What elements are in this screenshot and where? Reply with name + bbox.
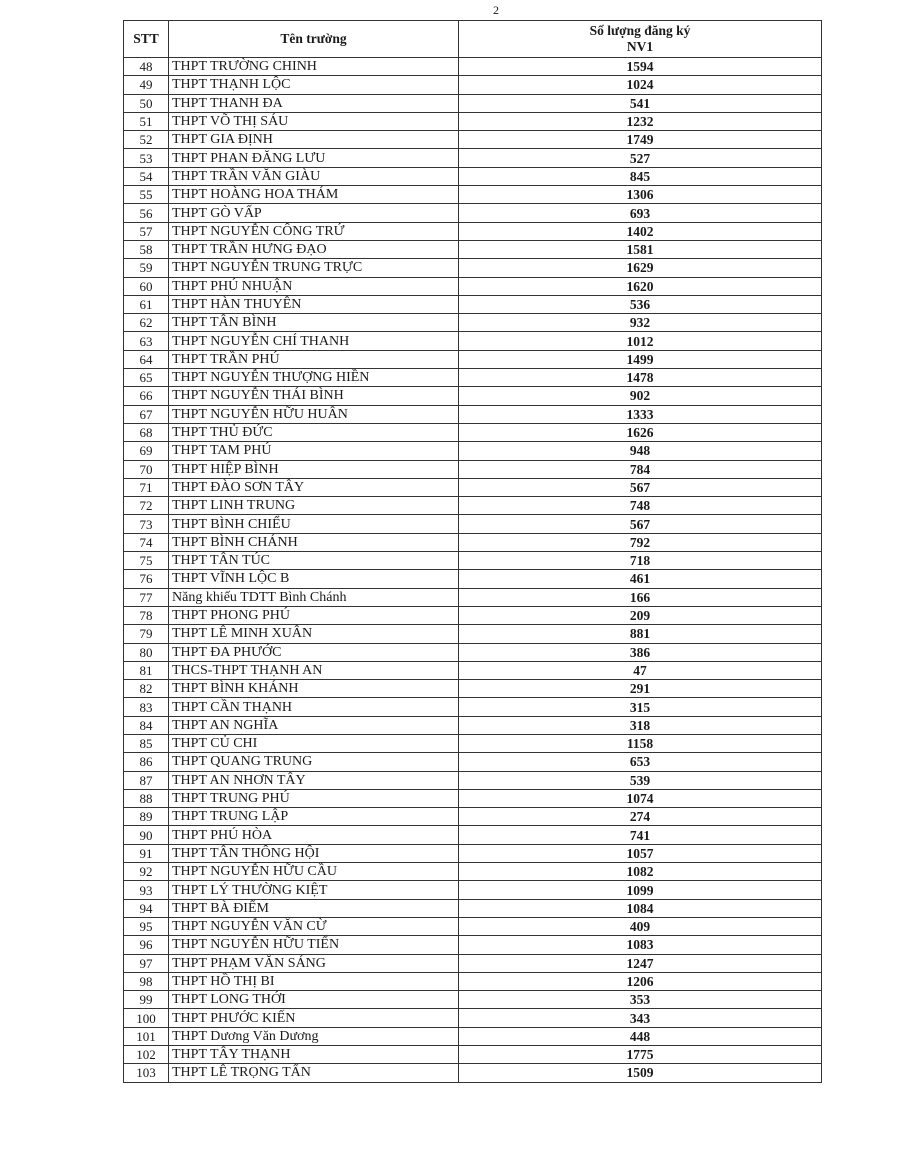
cell-registration-count: 47: [459, 661, 822, 679]
cell-stt: 74: [124, 533, 169, 551]
cell-registration-count: 409: [459, 917, 822, 935]
cell-registration-count: 932: [459, 314, 822, 332]
table-row: [124, 716, 822, 734]
cell-stt: 62: [124, 314, 169, 332]
table-row: [124, 972, 822, 990]
cell-stt: 87: [124, 771, 169, 789]
cell-stt: 99: [124, 991, 169, 1009]
cell-stt: 48: [124, 58, 169, 76]
cell-school-name: THPT BÌNH CHIỂU: [169, 515, 459, 533]
cell-school-name: THPT TRẦN HƯNG ĐẠO: [169, 240, 459, 258]
table-row: [124, 753, 822, 771]
cell-school-name: THPT ĐÀO SƠN TÂY: [169, 478, 459, 496]
table-row: [124, 991, 822, 1009]
cell-stt: 98: [124, 972, 169, 990]
table-row: [124, 863, 822, 881]
cell-registration-count: 461: [459, 570, 822, 588]
table-row: [124, 350, 822, 368]
cell-school-name: THPT HỒ THỊ BI: [169, 972, 459, 990]
cell-school-name: THPT TRẦN PHÚ: [169, 350, 459, 368]
cell-stt: 73: [124, 515, 169, 533]
cell-school-name: THPT PHÚ HÒA: [169, 826, 459, 844]
table-row: [124, 698, 822, 716]
cell-school-name: THPT LINH TRUNG: [169, 497, 459, 515]
cell-registration-count: 1099: [459, 881, 822, 899]
cell-stt: 95: [124, 917, 169, 935]
cell-school-name: THPT BÌNH KHÁNH: [169, 680, 459, 698]
table-row: [124, 497, 822, 515]
table-row: [124, 387, 822, 405]
cell-stt: 56: [124, 204, 169, 222]
table-row: [124, 186, 822, 204]
cell-stt: 85: [124, 734, 169, 752]
table-row: [124, 789, 822, 807]
cell-registration-count: 1629: [459, 259, 822, 277]
cell-school-name: THPT THANH ĐA: [169, 94, 459, 112]
cell-registration-count: 567: [459, 478, 822, 496]
cell-school-name: THPT TRẦN VĂN GIÀU: [169, 167, 459, 185]
cell-stt: 91: [124, 844, 169, 862]
cell-stt: 86: [124, 753, 169, 771]
table-row: [124, 1046, 822, 1064]
cell-registration-count: 881: [459, 625, 822, 643]
cell-school-name: THPT HOÀNG HOA THÁM: [169, 186, 459, 204]
cell-stt: 101: [124, 1027, 169, 1045]
header-school-name: Tên trường: [169, 21, 459, 58]
cell-school-name: THPT Dương Văn Dương: [169, 1027, 459, 1045]
cell-school-name: THPT GÒ VẤP: [169, 204, 459, 222]
cell-stt: 79: [124, 625, 169, 643]
cell-stt: 93: [124, 881, 169, 899]
cell-stt: 71: [124, 478, 169, 496]
cell-school-name: THPT TAM PHÚ: [169, 442, 459, 460]
cell-school-name: THPT TÂN THÔNG HỘI: [169, 844, 459, 862]
cell-stt: 90: [124, 826, 169, 844]
header-registration-count: [459, 21, 822, 58]
cell-registration-count: 1620: [459, 277, 822, 295]
table-row: [124, 954, 822, 972]
cell-stt: 68: [124, 423, 169, 441]
cell-registration-count: 448: [459, 1027, 822, 1045]
cell-registration-count: 209: [459, 606, 822, 624]
cell-school-name: THPT NGUYỄN THƯỢNG HIỀN: [169, 369, 459, 387]
cell-registration-count: 291: [459, 680, 822, 698]
table-row: [124, 625, 822, 643]
cell-school-name: THPT BÀ ĐIỂM: [169, 899, 459, 917]
cell-school-name: THPT CẦN THẠNH: [169, 698, 459, 716]
table-row: [124, 1027, 822, 1045]
table-row: [124, 442, 822, 460]
cell-stt: 84: [124, 716, 169, 734]
cell-registration-count: 748: [459, 497, 822, 515]
cell-stt: 60: [124, 277, 169, 295]
table-row: [124, 405, 822, 423]
cell-stt: 92: [124, 863, 169, 881]
cell-registration-count: 1594: [459, 58, 822, 76]
table-row: [124, 277, 822, 295]
cell-registration-count: 353: [459, 991, 822, 1009]
table-row: [124, 295, 822, 313]
table-row: [124, 1064, 822, 1082]
table-row: [124, 76, 822, 94]
cell-registration-count: 948: [459, 442, 822, 460]
header-count-line1: Số lượng đăng ký: [589, 23, 691, 38]
page-number: 2: [493, 3, 499, 17]
cell-registration-count: 1084: [459, 899, 822, 917]
cell-stt: 61: [124, 295, 169, 313]
cell-school-name: Năng khiếu TDTT Bình Chánh: [169, 588, 459, 606]
cell-stt: 58: [124, 240, 169, 258]
cell-stt: 97: [124, 954, 169, 972]
table-row: [124, 936, 822, 954]
cell-registration-count: 1247: [459, 954, 822, 972]
cell-registration-count: 567: [459, 515, 822, 533]
cell-school-name: THPT PHÚ NHUẬN: [169, 277, 459, 295]
cell-school-name: THPT AN NGHĨA: [169, 716, 459, 734]
table-row: [124, 734, 822, 752]
cell-registration-count: 653: [459, 753, 822, 771]
table-row: [124, 533, 822, 551]
table-row: [124, 204, 822, 222]
cell-stt: 59: [124, 259, 169, 277]
cell-school-name: THPT NGUYỄN HỮU TIẾN: [169, 936, 459, 954]
cell-registration-count: 845: [459, 167, 822, 185]
cell-school-name: THPT HÀN THUYÊN: [169, 295, 459, 313]
cell-registration-count: 1509: [459, 1064, 822, 1082]
cell-school-name: THPT NGUYỄN THÁI BÌNH: [169, 387, 459, 405]
table-row: [124, 131, 822, 149]
cell-school-name: THPT VÕ THỊ SÁU: [169, 112, 459, 130]
cell-registration-count: 1074: [459, 789, 822, 807]
cell-school-name: THPT TRUNG LẬP: [169, 808, 459, 826]
table-row: [124, 222, 822, 240]
cell-school-name: THPT NGUYỄN TRUNG TRỰC: [169, 259, 459, 277]
table-row: [124, 149, 822, 167]
cell-registration-count: 1775: [459, 1046, 822, 1064]
cell-registration-count: 1012: [459, 332, 822, 350]
table-row: [124, 167, 822, 185]
cell-school-name: THPT PHƯỚC KIẾN: [169, 1009, 459, 1027]
cell-stt: 96: [124, 936, 169, 954]
cell-stt: 50: [124, 94, 169, 112]
cell-school-name: THPT LÊ MINH XUÂN: [169, 625, 459, 643]
cell-stt: 70: [124, 460, 169, 478]
cell-school-name: THPT ĐA PHƯỚC: [169, 643, 459, 661]
cell-school-name: THPT CỦ CHI: [169, 734, 459, 752]
cell-registration-count: 902: [459, 387, 822, 405]
cell-registration-count: 1232: [459, 112, 822, 130]
table-row: [124, 515, 822, 533]
cell-stt: 66: [124, 387, 169, 405]
table-row: [124, 570, 822, 588]
cell-school-name: THPT PHẠM VĂN SÁNG: [169, 954, 459, 972]
cell-stt: 80: [124, 643, 169, 661]
table-row: [124, 259, 822, 277]
cell-school-name: THPT GIA ĐỊNH: [169, 131, 459, 149]
cell-registration-count: 1082: [459, 863, 822, 881]
cell-stt: 54: [124, 167, 169, 185]
cell-school-name: THPT LÝ THƯỜNG KIỆT: [169, 881, 459, 899]
cell-school-name: THPT LONG THỚI: [169, 991, 459, 1009]
table-row: [124, 314, 822, 332]
table-row: [124, 58, 822, 76]
table-row: [124, 460, 822, 478]
table-header-row: [124, 21, 822, 58]
cell-school-name: THPT AN NHƠN TÂY: [169, 771, 459, 789]
table-row: [124, 881, 822, 899]
cell-stt: 52: [124, 131, 169, 149]
cell-registration-count: 1083: [459, 936, 822, 954]
cell-stt: 69: [124, 442, 169, 460]
cell-registration-count: 274: [459, 808, 822, 826]
cell-stt: 103: [124, 1064, 169, 1082]
cell-school-name: THPT THẠNH LỘC: [169, 76, 459, 94]
table-body: [124, 58, 822, 1083]
cell-registration-count: 536: [459, 295, 822, 313]
cell-stt: 55: [124, 186, 169, 204]
cell-registration-count: 539: [459, 771, 822, 789]
table-row: [124, 680, 822, 698]
table-row: [124, 661, 822, 679]
cell-school-name: THPT PHAN ĐĂNG LƯU: [169, 149, 459, 167]
cell-registration-count: 741: [459, 826, 822, 844]
cell-registration-count: 1206: [459, 972, 822, 990]
cell-school-name: THPT HIỆP BÌNH: [169, 460, 459, 478]
cell-registration-count: 318: [459, 716, 822, 734]
cell-stt: 81: [124, 661, 169, 679]
cell-school-name: THPT BÌNH CHÁNH: [169, 533, 459, 551]
table-row: [124, 844, 822, 862]
cell-registration-count: 1499: [459, 350, 822, 368]
table-row: [124, 899, 822, 917]
cell-school-name: THPT THỦ ĐỨC: [169, 423, 459, 441]
cell-stt: 57: [124, 222, 169, 240]
cell-registration-count: 1306: [459, 186, 822, 204]
cell-school-name: THPT TÂN TÚC: [169, 552, 459, 570]
header-count-line2: NV1: [626, 39, 654, 54]
cell-stt: 49: [124, 76, 169, 94]
table-row: [124, 643, 822, 661]
cell-school-name: THPT TRƯỜNG CHINH: [169, 58, 459, 76]
registration-table: [123, 20, 822, 1083]
cell-school-name: THPT LÊ TRỌNG TẤN: [169, 1064, 459, 1082]
table-row: [124, 423, 822, 441]
cell-school-name: THPT VĨNH LỘC B: [169, 570, 459, 588]
cell-school-name: THPT NGUYỄN VĂN CỪ: [169, 917, 459, 935]
cell-stt: 78: [124, 606, 169, 624]
cell-stt: 102: [124, 1046, 169, 1064]
cell-stt: 100: [124, 1009, 169, 1027]
cell-registration-count: 1024: [459, 76, 822, 94]
table-row: [124, 826, 822, 844]
cell-stt: 65: [124, 369, 169, 387]
table-row: [124, 478, 822, 496]
cell-stt: 89: [124, 808, 169, 826]
cell-registration-count: 386: [459, 643, 822, 661]
cell-stt: 94: [124, 899, 169, 917]
table-row: [124, 240, 822, 258]
cell-stt: 88: [124, 789, 169, 807]
cell-school-name: THPT TÂY THẠNH: [169, 1046, 459, 1064]
header-stt: STT: [124, 21, 169, 58]
cell-school-name: THPT NGUYỄN CHÍ THANH: [169, 332, 459, 350]
cell-stt: 64: [124, 350, 169, 368]
cell-stt: 75: [124, 552, 169, 570]
cell-stt: 72: [124, 497, 169, 515]
cell-registration-count: 527: [459, 149, 822, 167]
cell-school-name: THPT NGUYỄN HỮU CẦU: [169, 863, 459, 881]
cell-school-name: THPT QUANG TRUNG: [169, 753, 459, 771]
cell-registration-count: 1333: [459, 405, 822, 423]
table-row: [124, 588, 822, 606]
cell-stt: 83: [124, 698, 169, 716]
table-row: [124, 94, 822, 112]
cell-school-name: THPT NGUYỄN HỮU HUÂN: [169, 405, 459, 423]
table-row: [124, 808, 822, 826]
cell-stt: 76: [124, 570, 169, 588]
cell-registration-count: 1581: [459, 240, 822, 258]
table-row: [124, 771, 822, 789]
cell-stt: 63: [124, 332, 169, 350]
cell-registration-count: 343: [459, 1009, 822, 1027]
cell-registration-count: 1158: [459, 734, 822, 752]
table-row: [124, 606, 822, 624]
cell-registration-count: 1478: [459, 369, 822, 387]
cell-stt: 67: [124, 405, 169, 423]
table-row: [124, 112, 822, 130]
cell-school-name: THCS-THPT THẠNH AN: [169, 661, 459, 679]
cell-stt: 82: [124, 680, 169, 698]
cell-registration-count: 718: [459, 552, 822, 570]
cell-registration-count: 1402: [459, 222, 822, 240]
cell-stt: 53: [124, 149, 169, 167]
cell-registration-count: 1626: [459, 423, 822, 441]
table-row: [124, 332, 822, 350]
cell-registration-count: 166: [459, 588, 822, 606]
cell-registration-count: 792: [459, 533, 822, 551]
cell-school-name: THPT PHONG PHÚ: [169, 606, 459, 624]
cell-registration-count: 1057: [459, 844, 822, 862]
cell-school-name: THPT TÂN BÌNH: [169, 314, 459, 332]
cell-registration-count: 784: [459, 460, 822, 478]
cell-school-name: THPT TRUNG PHÚ: [169, 789, 459, 807]
cell-stt: 77: [124, 588, 169, 606]
cell-registration-count: 1749: [459, 131, 822, 149]
cell-registration-count: 315: [459, 698, 822, 716]
cell-stt: 51: [124, 112, 169, 130]
table-row: [124, 369, 822, 387]
cell-school-name: THPT NGUYỄN CÔNG TRỨ: [169, 222, 459, 240]
table-row: [124, 917, 822, 935]
table-row: [124, 552, 822, 570]
cell-registration-count: 541: [459, 94, 822, 112]
table-row: [124, 1009, 822, 1027]
cell-registration-count: 693: [459, 204, 822, 222]
